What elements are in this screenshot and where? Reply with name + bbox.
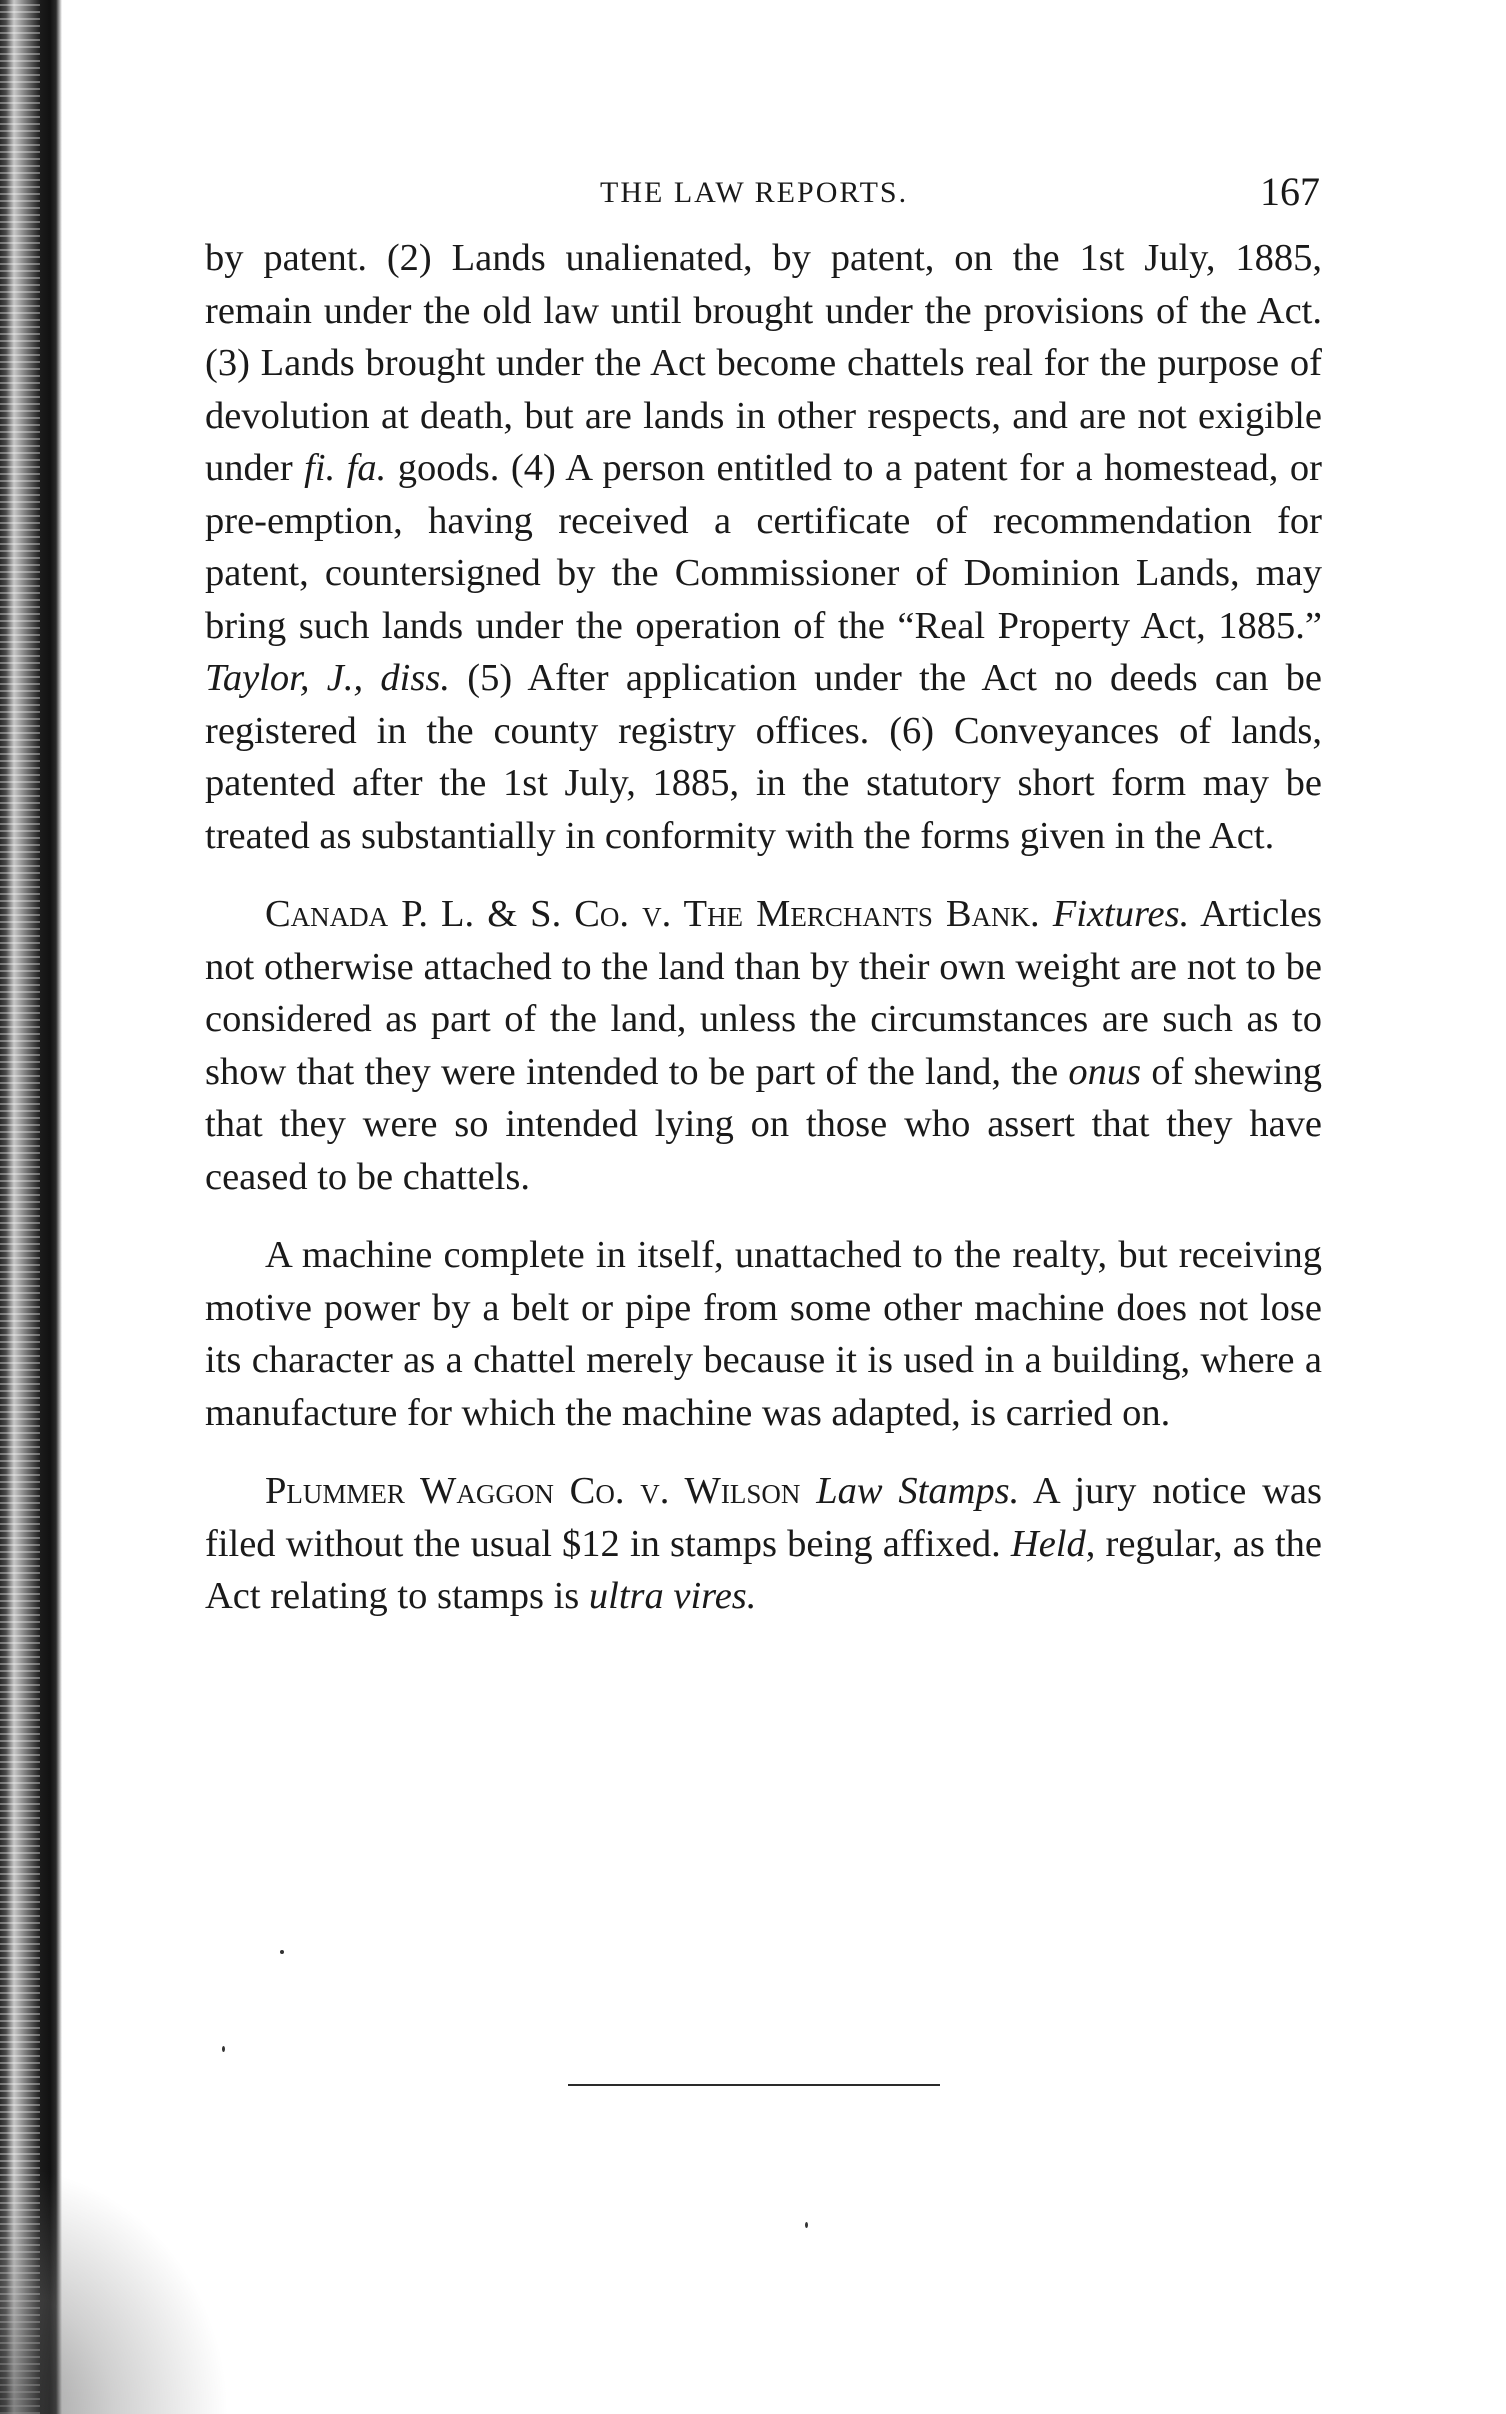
italic-run: Law Stamps. [816,1470,1020,1512]
page-corner-smudge [0,2164,230,2414]
report-body [205,232,1322,1623]
paragraph-machine-chattel [205,1229,1322,1439]
italic-run: onus [1068,1050,1142,1093]
text-run: (5) After application under the Act no deeds can be registered in the county registry offices. (6) Conveyances of lands, patented after the 1st July, 1885, in the statutory short form may be treated as substantially in conformity with the forms given in the Act. [205,657,1322,857]
paragraph-land-titles [205,232,1322,862]
italic-run: Taylor, J., diss. [205,657,450,699]
running-title: THE LAW REPORTS. [600,176,909,209]
text-run: A jury notice was filed without the usual $12 in stamps being affixed. [205,1470,1323,1565]
text-run: by patent. (2) Lands unalienated, by patent, on the 1st July, 1885, remain under the old law until brought under the provisions of the Act. (3) Lands brought under the Act become chattels real for the purpose of devolution at death, but are lands in other respects, and are not exigible under [205,237,1322,489]
case-name: Canada P. L. & S. Co. v. The Merchants Bank. [265,893,1040,935]
scan-speck [805,2222,808,2228]
italic-run: Held [1010,1522,1086,1565]
page-binding-noise [0,0,40,2414]
page-header [200,166,1330,226]
text-run: A machine complete in itself, unattached to the realty, but receiving motive power by a belt or pipe from some other machine does not lose its character as a chattel merely because it is used in a building, where a manufacture for which the machine was adapted, is carried on. [205,1234,1322,1434]
section-end-rule [568,2084,940,2086]
italic-run: fi. fa. [304,447,387,489]
text-run: goods. (4) A person entitled to a patent for a homestead, or pre-emption, having received a certificate of recommendation for patent, countersigned by the Commissioner of Dominion Lands, may bring such lands under the operation of the “Real Property Act, 1885.” [205,447,1322,647]
text-run: of shewing that they were so intended lying on those who assert that they have ceased to be chattels. [205,1050,1322,1198]
paragraph-law-stamps-case [205,1465,1322,1623]
case-name: Plummer Waggon Co. v. Wilson [265,1470,801,1512]
scan-speck [280,1950,284,1954]
page-number: 167 [1260,169,1320,214]
italic-run: Fixtures. [1052,893,1190,935]
text-run: Articles not otherwise attached to the land than by their own weight are not to be considered as part of the land, unless the circumstances are such as to show that they were intended to be part of the land, the [205,893,1323,1093]
scan-speck [222,2046,225,2052]
text-run: , regular, as the Act relating to stamps is [205,1522,1322,1617]
paragraph-fixtures-case [205,888,1322,1203]
italic-run: ultra vires. [588,1575,757,1617]
